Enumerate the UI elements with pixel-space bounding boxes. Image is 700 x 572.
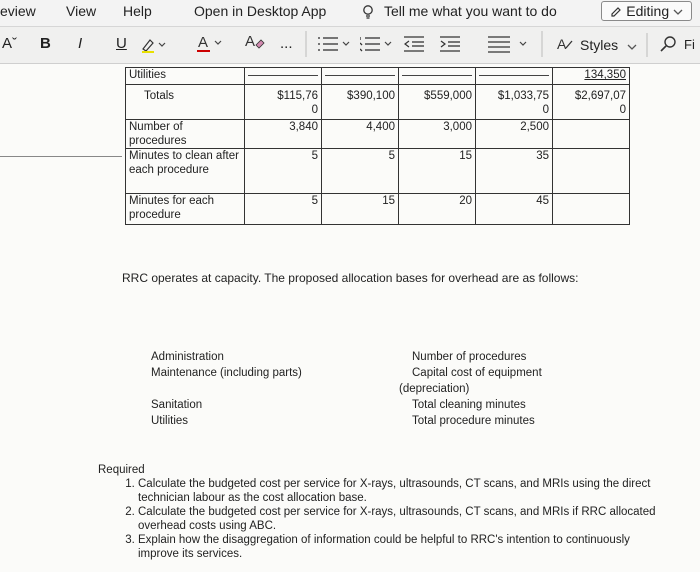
table-row: [126, 149, 630, 194]
lightbulb-icon: [362, 3, 374, 19]
list-item: 2. Calculate the budgeted cost per service for X-rays, ultrasounds, CT scans, and MRIs if RRC allocated overhead costs using ABC.: [138, 505, 658, 533]
clean-minutes-cell: 15: [399, 149, 476, 194]
underline-button[interactable]: U: [116, 35, 127, 52]
capacity-paragraph: RRC operates at capacity. The proposed allocation bases for overhead are as follows:: [122, 271, 579, 285]
editing-label: Editing: [626, 3, 670, 19]
table-row: [126, 120, 630, 149]
procedures-cell: 4,400: [322, 120, 399, 149]
alloc-admin: Administration: [151, 351, 224, 363]
total-cell: $559,000: [399, 85, 476, 120]
table-row: [126, 85, 630, 120]
menu-bar: [0, 0, 700, 27]
highlight-icon[interactable]: [140, 37, 168, 57]
bullets-icon[interactable]: [318, 35, 354, 57]
more-options-button[interactable]: ...: [280, 35, 293, 52]
italic-button[interactable]: I: [78, 35, 83, 52]
clean-minutes-cell: 35: [476, 149, 553, 194]
open-desktop-app[interactable]: Open in Desktop App: [194, 3, 327, 19]
procedure-minutes-cell: 45: [476, 194, 553, 225]
separator-icon: [540, 31, 544, 61]
procedure-minutes-cell: 5: [245, 194, 322, 225]
utilities-total: 134,350: [553, 68, 630, 85]
list-item: 3. Explain how the disaggregation of information could be helpful to RRC's intention to continuously improve its services.: [138, 533, 658, 561]
procedures-label: Number of procedures: [126, 120, 245, 149]
procedures-cell: 2,500: [476, 120, 553, 149]
clean-minutes-label: Minutes to clean after each procedure: [126, 149, 245, 194]
svg-text:A: A: [198, 34, 209, 51]
pencil-icon: [610, 3, 626, 19]
total-cell: $115,76 0: [245, 85, 322, 120]
align-icon[interactable]: [488, 35, 536, 57]
clean-minutes-cell: 5: [322, 149, 399, 194]
styles-icon[interactable]: [557, 36, 575, 56]
separator-icon: [304, 31, 308, 61]
menu-view[interactable]: View: [66, 3, 97, 19]
procedures-cell: 3,000: [399, 120, 476, 149]
basis-maintenance-cont: (depreciation): [399, 383, 470, 395]
procedures-cell: 3,840: [245, 120, 322, 149]
formatting-toolbar: [0, 27, 700, 64]
alloc-sanitation: Sanitation: [151, 399, 203, 411]
svg-text:A: A: [245, 33, 256, 50]
basis-sanitation: Total cleaning minutes: [412, 399, 526, 411]
table-row: [126, 194, 630, 225]
alloc-utilities: Utilities: [151, 415, 189, 427]
numbering-icon[interactable]: [360, 35, 396, 57]
styles-button[interactable]: Styles: [580, 37, 619, 53]
list-item: 1. Calculate the budgeted cost per service for X-rays, ultrasounds, CT scans, and MRIs using the direct technician labour as the cost allocation base.: [138, 477, 658, 505]
separator-icon: [645, 33, 649, 61]
font-size-button[interactable]: Aˇ: [2, 35, 17, 52]
increase-indent-icon[interactable]: [440, 35, 462, 57]
search-icon[interactable]: [660, 35, 678, 57]
tell-me-search[interactable]: Tell me what you want to do: [384, 3, 557, 19]
editing-mode-button[interactable]: [601, 1, 692, 21]
procedure-minutes-cell: 20: [399, 194, 476, 225]
divider: [0, 156, 122, 157]
find-button[interactable]: Fi: [684, 37, 695, 52]
chevron-down-icon: [673, 3, 683, 19]
svg-text:A: A: [557, 36, 567, 52]
decrease-indent-icon[interactable]: [404, 35, 426, 57]
utilities-label: Utilities: [126, 68, 245, 85]
font-color-icon[interactable]: [196, 33, 226, 57]
cost-table: [125, 67, 630, 225]
basis-maintenance: Capital cost of equipment: [412, 367, 542, 379]
basis-admin: Number of procedures: [412, 351, 527, 363]
table-row: [126, 68, 630, 85]
basis-utilities: Total procedure minutes: [412, 415, 535, 427]
clear-formatting-icon[interactable]: [244, 32, 266, 56]
required-heading: Required: [98, 464, 145, 476]
totals-label: Totals: [126, 85, 245, 120]
menu-help[interactable]: Help: [123, 3, 152, 19]
bold-button[interactable]: B: [40, 35, 51, 52]
clean-minutes-cell: 5: [245, 149, 322, 194]
required-section: [98, 463, 658, 561]
total-cell: $390,100: [322, 85, 399, 120]
menu-review[interactable]: eview: [0, 3, 36, 19]
procedure-minutes-cell: 15: [322, 194, 399, 225]
chevron-down-icon[interactable]: [627, 38, 637, 55]
required-list: [98, 477, 658, 561]
alloc-maintenance: Maintenance (including parts): [151, 367, 302, 379]
total-cell: $1,033,75 0: [476, 85, 553, 120]
procedure-minutes-label: Minutes for each procedure: [126, 194, 245, 225]
total-cell: $2,697,07 0: [553, 85, 630, 120]
